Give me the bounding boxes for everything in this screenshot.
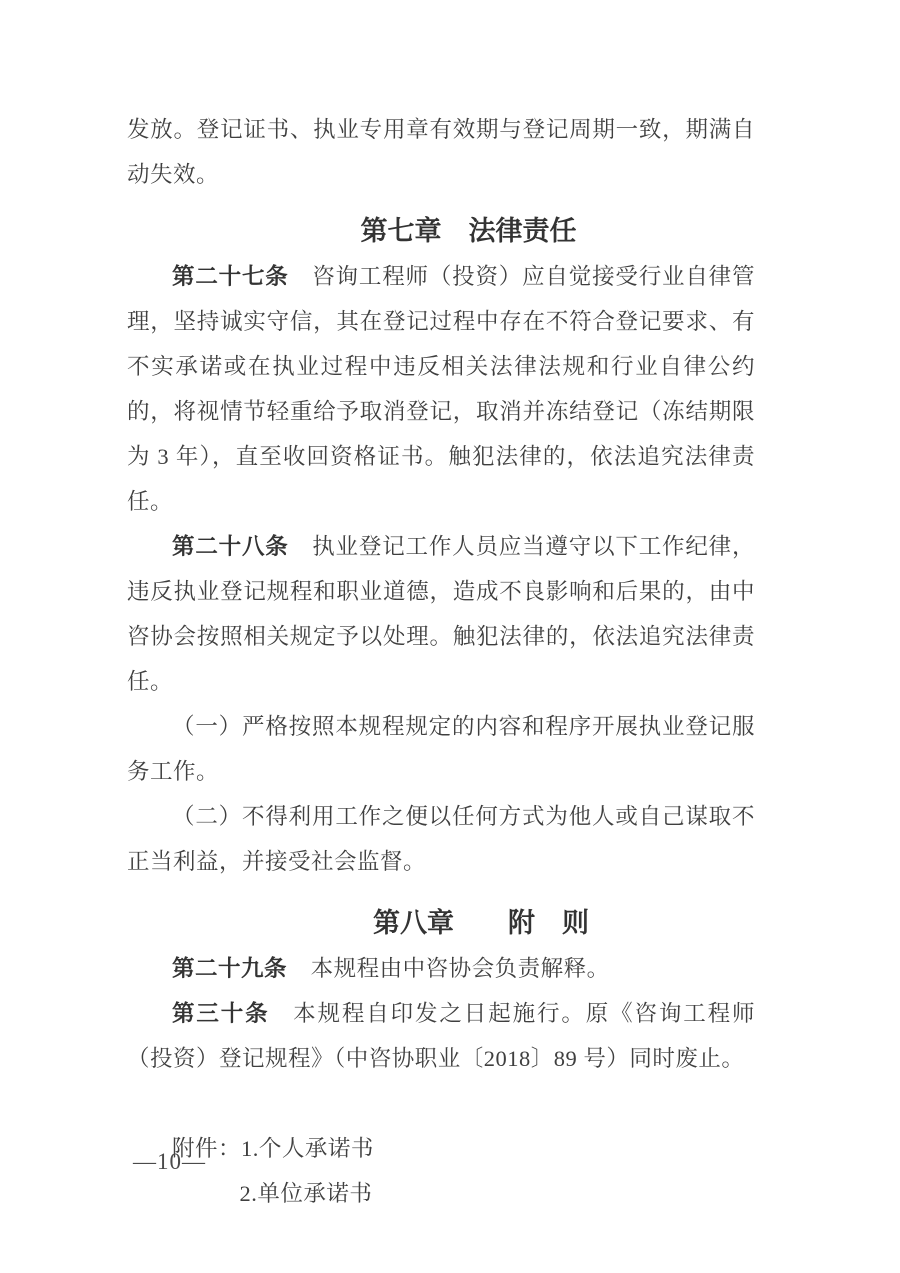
article-30-paragraph <box>127 991 755 1081</box>
article-29-paragraph <box>127 946 755 991</box>
page-number: —10— <box>133 1149 206 1174</box>
document-body <box>127 107 755 1216</box>
attachment-item-1: 1.个人承诺书 <box>241 1136 374 1161</box>
attachments-block <box>127 1126 755 1216</box>
rule-item-2: （二）不得利用工作之便以任何方式为他人或自己谋取不正当利益，并接受社会监督。 <box>127 804 755 874</box>
attachment-row-2 <box>127 1171 755 1216</box>
article-28-text: 执业登记工作人员应当遵守以下工作纪律，违反执业登记规程和职业道德，造成不良影响和后果的，由中咨协会按照相关规定予以处理。触犯法律的，依法追究法律责任。 <box>127 534 755 694</box>
chapter-7-title: 第七章 法律责任 <box>360 216 577 246</box>
article-27-label: 第二十七条 <box>172 264 289 289</box>
article-28-paragraph <box>127 524 755 704</box>
chapter-8-title: 第八章 附 则 <box>373 908 589 938</box>
article-29-text: 本规程由中咨协会负责解释。 <box>310 956 610 981</box>
article-30-label: 第三十条 <box>172 1001 270 1026</box>
article-27-text: 咨询工程师（投资）应自觉接受行业自律管理，坚持诚实守信，其在登记过程中存在不符合登记要求、有不实承诺或在执业过程中违反相关法律法规和行业自律公约的，将视情节轻重给予取消登记，取消并冻结登记（冻结期限为 3 年），直至收回资格证书。触犯法律的，依法追究法律责任。 <box>127 264 755 514</box>
attachments-label: 附件： <box>172 1136 242 1161</box>
article-29-label: 第二十九条 <box>172 956 288 981</box>
article-30-text: 本规程自印发之日起施行。原《咨询工程师（投资）登记规程》（中咨协职业〔2018〕89 号）同时废止。 <box>127 1001 755 1071</box>
rule-item-1: （一）严格按照本规程规定的内容和程序开展执业登记服务工作。 <box>127 714 755 784</box>
continuation-paragraph: 发放。登记证书、执业专用章有效期与登记周期一致，期满自动失效。 <box>127 117 755 187</box>
attachment-row-1 <box>127 1126 755 1171</box>
article-27-paragraph <box>127 254 755 524</box>
attachment-item-2: 2.单位承诺书 <box>239 1181 373 1206</box>
article-28-label: 第二十八条 <box>172 534 289 559</box>
